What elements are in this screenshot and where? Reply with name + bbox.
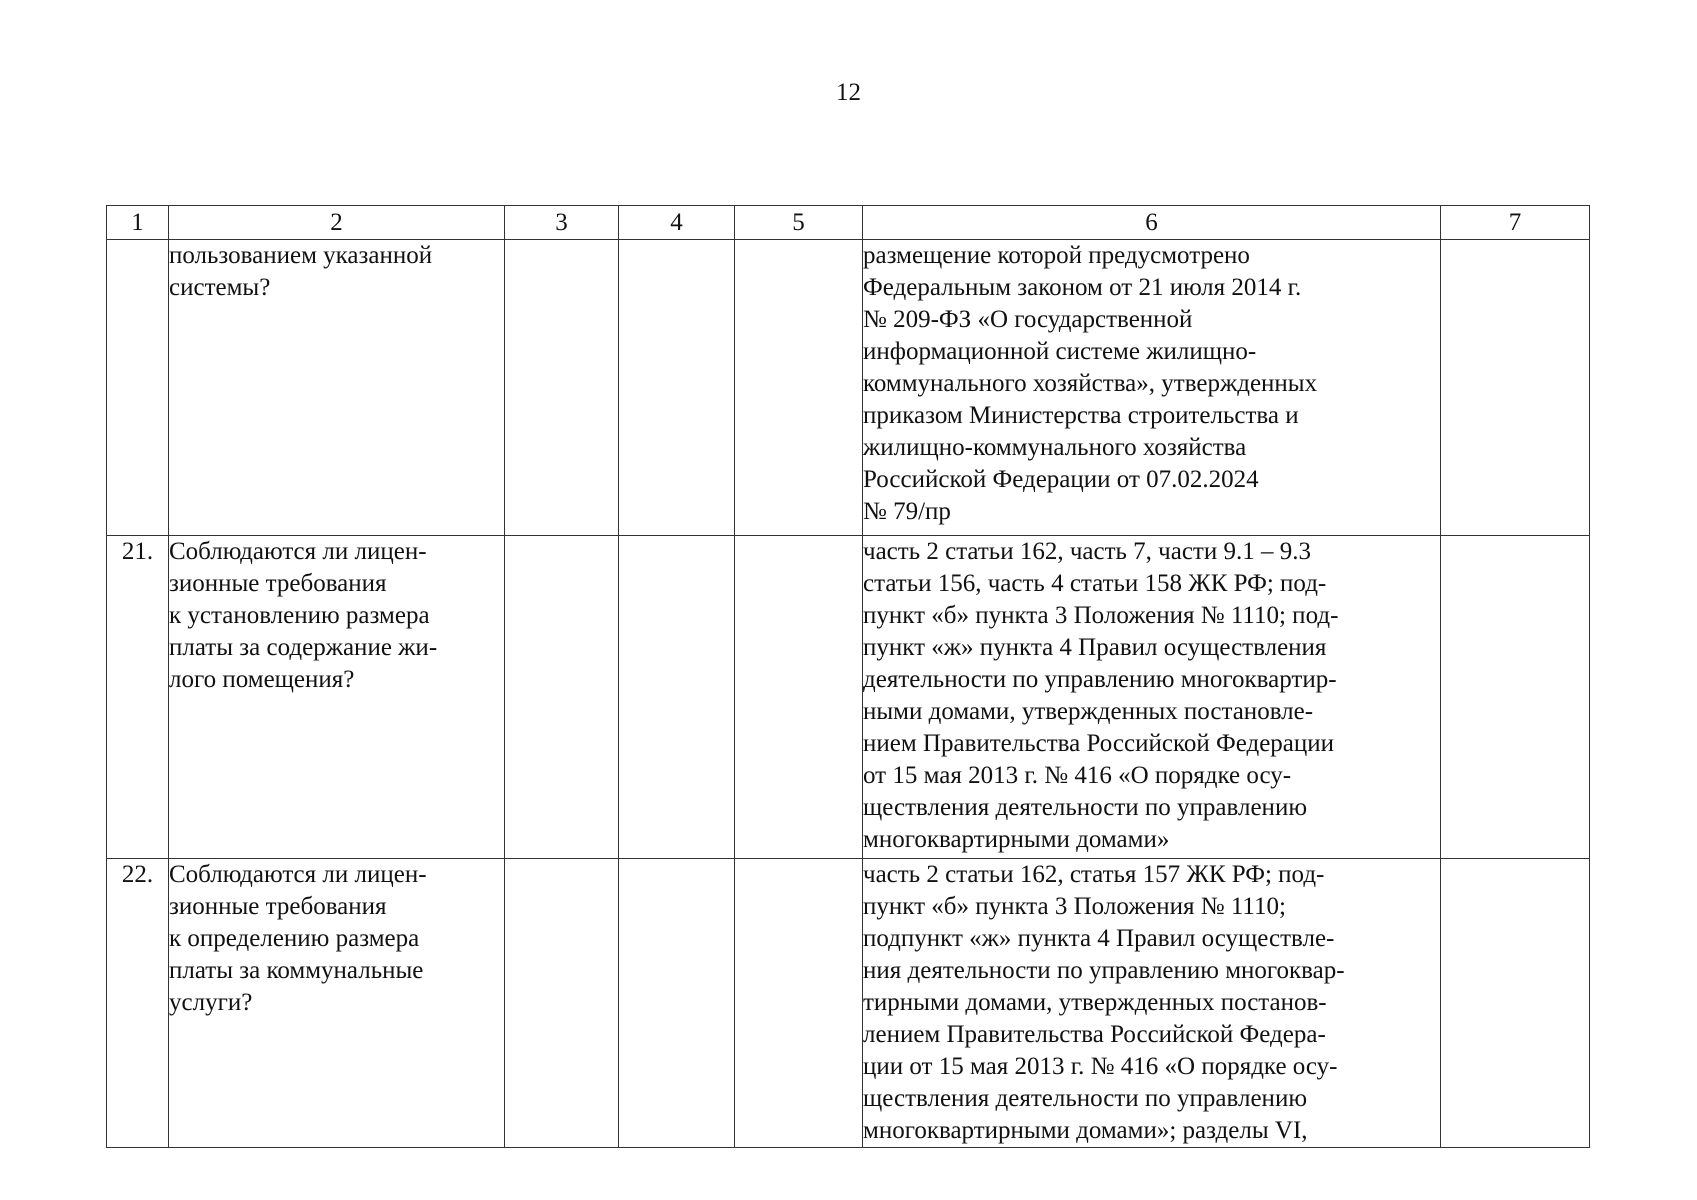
basis-line: пункт «б» пункта 3 Положения № 1110; [863, 893, 1286, 920]
basis-line: Федеральным законом от 21 июля 2014 г. [863, 274, 1302, 301]
column-3-cell [505, 859, 619, 1148]
basis-line: пункт «ж» пункта 4 Правил осуществления [863, 634, 1327, 661]
column-5-cell [735, 240, 863, 536]
column-number-row [107, 206, 1590, 240]
basis-line: часть 2 статьи 162, статья 157 ЖК РФ; под- [863, 861, 1325, 888]
basis-line: приказом Министерства строительства и [863, 402, 1299, 429]
requirements-table [106, 205, 1590, 1148]
column-header-4: 4 [619, 206, 735, 240]
basis-line: № 79/пр [863, 498, 951, 525]
question-cell [169, 240, 505, 536]
column-4-cell [619, 859, 735, 1148]
column-7-cell [1441, 536, 1590, 859]
page-number: 12 [836, 79, 861, 106]
question-line: зионные требования [169, 893, 387, 920]
basis-line: ществления деятельности по управлению [863, 1085, 1307, 1112]
row-number-cell [107, 240, 169, 536]
basis-line: ции от 15 мая 2013 г. № 416 «О порядке осу- [863, 1053, 1338, 1080]
question-cell [169, 859, 505, 1148]
question-line: услуги? [169, 989, 253, 1016]
column-4-cell [619, 536, 735, 859]
question-line: зионные требования [169, 570, 387, 597]
column-7-cell [1441, 859, 1590, 1148]
legal-basis-cell [863, 859, 1441, 1148]
basis-line: часть 2 статьи 162, часть 7, части 9.1 – 9.3 [863, 538, 1311, 565]
question-line: Соблюдаются ли лицен- [169, 538, 427, 565]
basis-line: многоквартирными домами» [863, 826, 1170, 853]
question-cell [169, 536, 505, 859]
column-header-3: 3 [505, 206, 619, 240]
basis-line: подпункт «ж» пункта 4 Правил осуществле- [863, 925, 1335, 952]
column-4-cell [619, 240, 735, 536]
column-header-2: 2 [169, 206, 505, 240]
column-3-cell [505, 536, 619, 859]
basis-line: лением Правительства Российской Федера- [863, 1021, 1326, 1048]
basis-line: ными домами, утвержденных постановле- [863, 698, 1314, 725]
column-3-cell [505, 240, 619, 536]
table-row [107, 240, 1590, 536]
basis-line: деятельности по управлению многоквартир- [863, 666, 1337, 693]
column-header-7: 7 [1441, 206, 1590, 240]
column-header-5: 5 [735, 206, 863, 240]
basis-line: нием Правительства Российской Федерации [863, 730, 1335, 757]
basis-line: ществления деятельности по управлению [863, 794, 1307, 821]
basis-line: ния деятельности по управлению многоквар- [863, 957, 1345, 984]
question-line: к установлению размера [169, 602, 430, 629]
column-7-cell [1441, 240, 1590, 536]
basis-line: жилищно-коммунального хозяйства [863, 434, 1247, 461]
basis-line: Российской Федерации от 07.02.2024 [863, 466, 1259, 493]
basis-line: тирными домами, утвержденных постанов- [863, 989, 1327, 1016]
column-header-1: 1 [107, 206, 169, 240]
column-5-cell [735, 859, 863, 1148]
question-line: платы за содержание жи- [169, 634, 438, 661]
legal-basis-cell [863, 240, 1441, 536]
question-line: Соблюдаются ли лицен- [169, 861, 427, 888]
basis-line: от 15 мая 2013 г. № 416 «О порядке осу- [863, 762, 1292, 789]
basis-line: пункт «б» пункта 3 Положения № 1110; под- [863, 602, 1339, 629]
question-line: пользованием указанной [169, 242, 433, 269]
legal-basis-cell [863, 536, 1441, 859]
basis-line: размещение которой предусмотрено [863, 242, 1250, 269]
row-number-cell: 22. [107, 859, 169, 1148]
basis-line: информационной системе жилищно- [863, 338, 1257, 365]
basis-line: статьи 156, часть 4 статьи 158 ЖК РФ; под- [863, 570, 1327, 597]
row-number-cell: 21. [107, 536, 169, 859]
basis-line: многоквартирными домами»; разделы VI, [863, 1117, 1308, 1144]
question-line: платы за коммунальные [169, 957, 424, 984]
question-line: лого помещения? [169, 666, 355, 693]
basis-line: коммунального хозяйства», утвержденных [863, 370, 1318, 397]
basis-line: № 209-ФЗ «О государственной [863, 306, 1193, 333]
table-row [107, 536, 1590, 859]
column-header-6: 6 [863, 206, 1441, 240]
table-row [107, 859, 1590, 1148]
column-5-cell [735, 536, 863, 859]
question-line: системы? [169, 274, 271, 301]
question-line: к определению размера [169, 925, 420, 952]
